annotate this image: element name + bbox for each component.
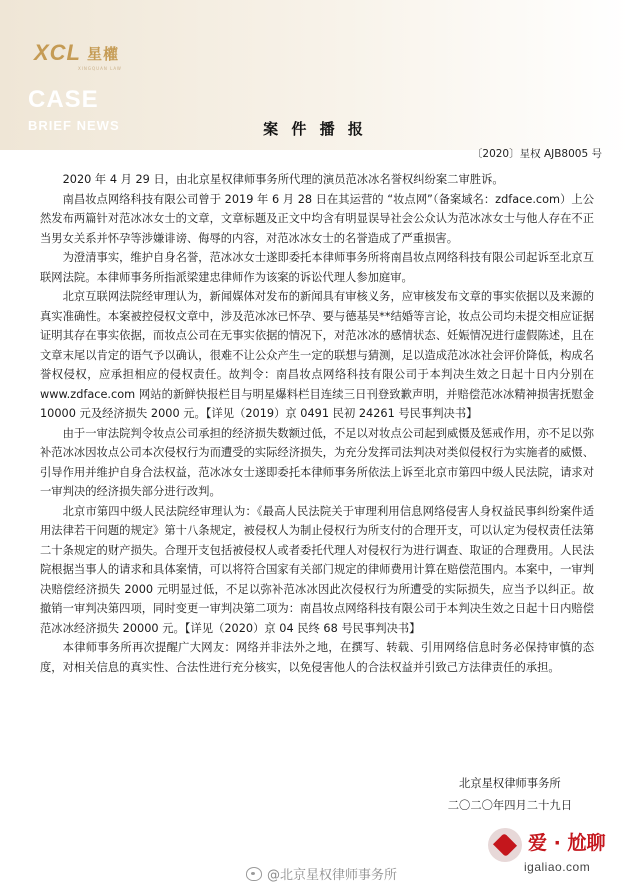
weibo-icon	[246, 867, 262, 881]
firm-logo	[34, 40, 119, 66]
site-watermark	[488, 826, 624, 882]
case-heading: CASE	[28, 86, 99, 113]
paragraph-5: 由于一审法院判令妆点公司承担的经济损失数额过低，不足以对妆点公司起到威慑及惩戒作用，亦不足以弥补范冰冰因妆点公司本次侵权行为而遭受的实际经济损失，为充分发挥司法判决对类似侵权行为实施者的威慑、引导作用并维护自身合法权益，范冰冰女士遂即委托本律师事务所依法上诉至北京市第四中级人民法院，请求对一审判决的经济损失部分进行改判。	[40, 426, 594, 498]
signature-date: 二〇二〇年四月二十九日	[447, 799, 572, 812]
signature-block	[448, 773, 572, 817]
weibo-handle: @北京星权律师事务所	[267, 868, 398, 883]
paragraph-6: 北京市第四中级人民法院经审理认为：《最高人民法院关于审理利用信息网络侵害人身权益民事纠纷案件适用法律若干问题的规定》第十八条规定，被侵权人为制止侵权行为所支付的合理开支，可以认定为侵权责任法第二十条规定的财产损失。合理开支包括被侵权人或者委托代理人对侵权行为进行调查、取证的合理费用。人民法院根据当事人的请求和具体案情，可以将符合国家有关部门规定的律师费用计算在赔偿范围内。本案中，一审判决赔偿经济损失 2000 元明显过低，不足以弥补范冰冰因此次侵权行为所遭受的实际损失，应当予以纠正。故撤销一审判决第四项，同时变更一审判决第二项为：南昌妆点网络科技有限公司于本判决生效之日起十日内赔偿范冰冰经济损失 20000 元。【详见（2020）京 04 民终 68 号民事判决书】	[40, 504, 594, 635]
brief-news-heading: BRIEF NEWS	[28, 118, 120, 133]
paragraph-2: 南昌妆点网络科技有限公司曾于 2019 年 6 月 28 日在其运营的 “妆点网”（备案域名：zdface.com）上公然发布两篇针对范冰冰女士的文章，文章标题及正文中均含有明显误导社会公众认为范冰冰女士与他人存在不正当男女关系并怀孕等涉嫌诽谤、侮辱的内容，对范冰冰女士的名誉造成了严重损害。	[40, 192, 594, 245]
logo-mark: XCL	[34, 40, 81, 65]
site-url: igaliao.com	[524, 860, 591, 874]
signature-firm: 北京星权律师事务所	[459, 777, 561, 790]
document-body	[40, 170, 594, 677]
document-title: 案 件 播 报	[263, 120, 367, 138]
site-name: 爱 · 尬聊	[528, 832, 606, 854]
paragraph-1: 2020 年 4 月 29 日，由北京星权律师事务所代理的演员范冰冰名誉权纠纷案二审胜诉。	[62, 173, 504, 186]
logo-chinese: 星權	[87, 44, 120, 63]
paragraph-4: 北京互联网法院经审理认为，新闻媒体对发布的新闻具有审核义务，应审核发布文章的事实依据以及来源的真实准确性。本案被控侵权文章中，涉及范冰冰已怀孕、要与德基吴**结婚等言论，妆点公司均未提交相应证据证明其存在事实依据，而妆点公司在无事实依据的情况下，对范冰冰的感情状态、妊娠情况进行虚假陈述，且在文章末尾以肯定的语气予以确认，很难不让公众产生一定的联想与猜测，足以造成范冰冰社会评价降低，构成名誉权侵权，应承担相应的侵权责任。故判令：南昌妆点网络科技有限公司于本判决生效之日起十日内分别在 www.zdface.com 网站的新鲜快报栏目与明星爆料栏目连续三日刊登致歉声明，并赔偿范冰冰精神损害抚慰金 10000 元及经济损失 2000 元。【详见（2019）京 0491 民初 24261 号民事判决书】	[40, 290, 594, 420]
weibo-watermark	[246, 864, 397, 883]
paragraph-7: 本律师事务所再次提醒广大网友：网络并非法外之地，在撰写、转载、引用网络信息时务必保持审慎的态度，对相关信息的真实性、合法性进行充分核实，以免侵害他人的合法权益并引致己方法律责任的承担。	[40, 641, 594, 674]
paragraph-3: 为澄清事实，维护自身名誉，范冰冰女士遂即委托本律师事务所将南昌妆点网络科技有限公司起诉至北京互联网法院。本律师事务所指派梁建忠律师作为该案的诉讼代理人参加庭审。	[40, 251, 594, 284]
site-logo-icon	[488, 828, 522, 862]
logo-subtitle: XINGQUAN LAW	[78, 66, 122, 71]
case-number: 〔2020〕星权 AJB8005 号	[471, 148, 602, 160]
